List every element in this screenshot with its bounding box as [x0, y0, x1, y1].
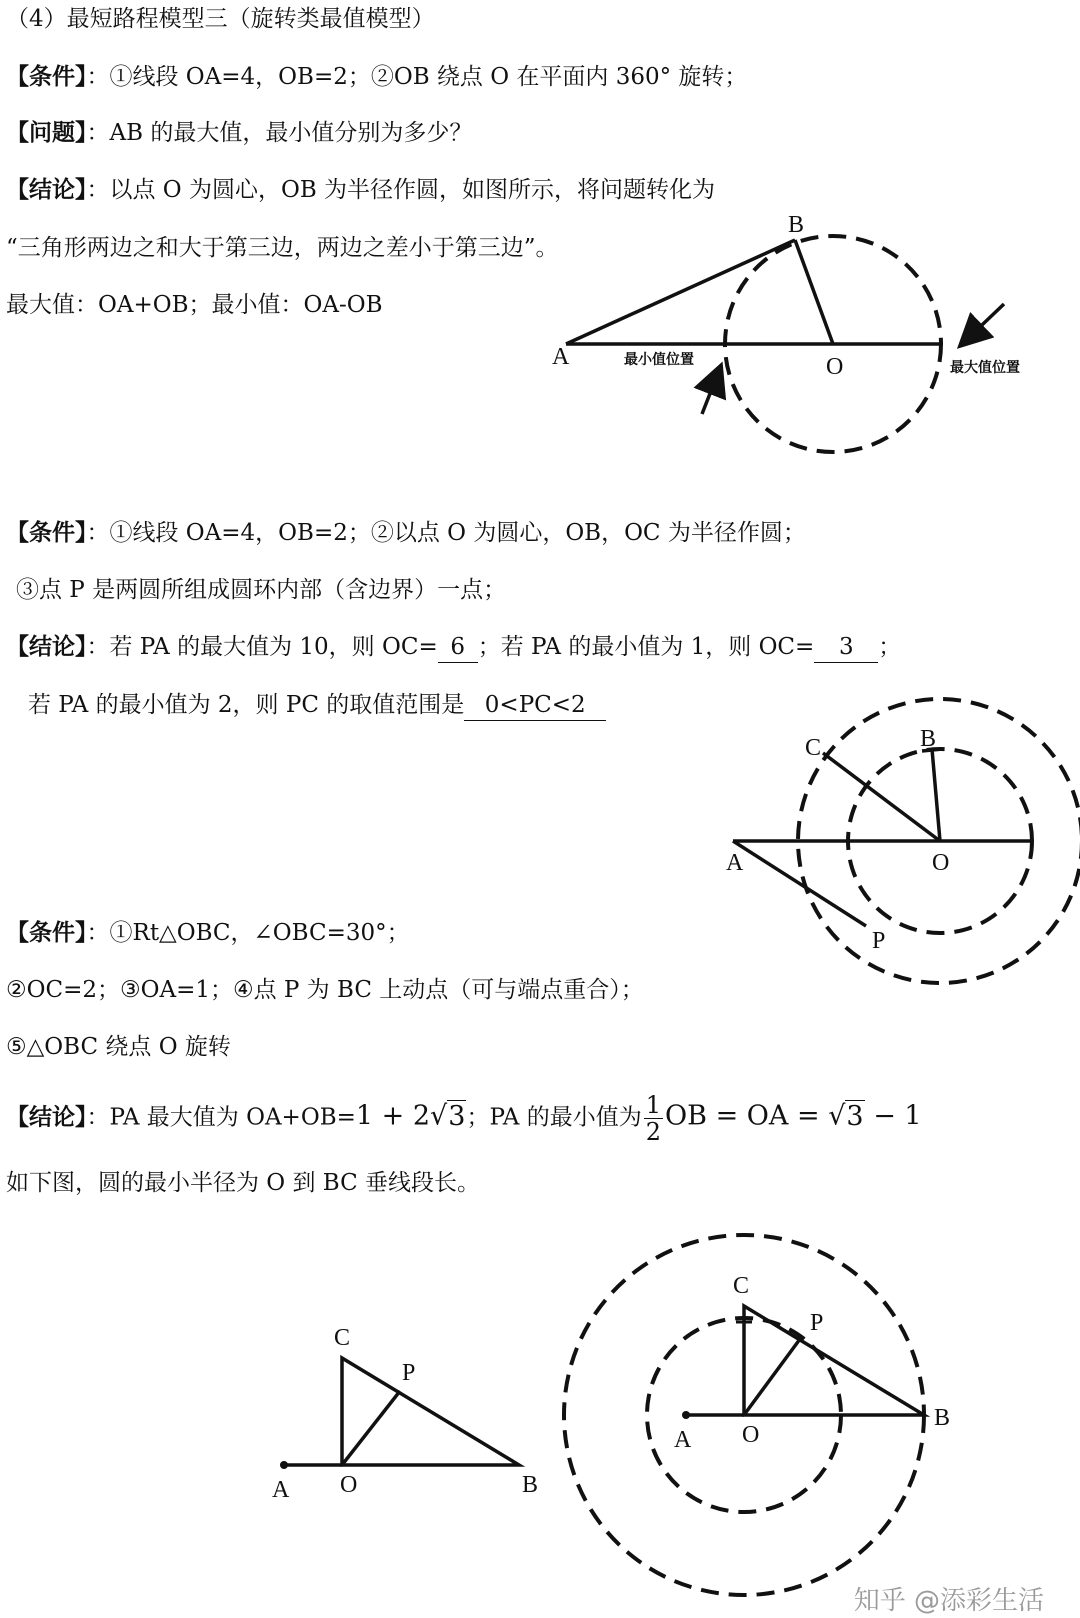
figure-2	[733, 699, 1080, 983]
triangle-obc	[342, 1358, 519, 1465]
section1-title: （4）最短路程模型三（旋转类最值模型）	[6, 6, 435, 32]
conclusion-text-a: ：PA 最大值为 OA+OB=	[86, 1104, 356, 1131]
label-c: C	[805, 735, 822, 761]
conclusion-tag: 【结论】	[6, 633, 87, 660]
answer-pc-range: 0<PC<2	[464, 690, 606, 721]
section2-condition-line2: ③点 P 是两圆所组成圆环内部（含边界）一点；	[16, 577, 507, 603]
conclusion-text-b: ；若 PA 的最小值为 1，则 OC=	[477, 634, 815, 660]
triangle-obc	[744, 1306, 924, 1415]
label-o: O	[340, 1472, 358, 1498]
label-b: B	[920, 726, 937, 752]
section1-max-min: 最大值：OA+OB；最小值：OA-OB	[6, 292, 383, 318]
conclusion-text-a: ：若 PA 的最大值为 10，则 OC=	[86, 634, 438, 660]
cond-text: ：①线段 OA=4，OB=2；②OB 绕点 O 在平面内 360° 旋转；	[86, 64, 748, 90]
conclusion-tag: 【结论】	[6, 176, 87, 203]
conclusion-tag: 【结论】	[6, 1103, 87, 1131]
cond-text: ：①线段 OA=4，OB=2；②以点 O 为圆心，OB，OC 为半径作圆；	[86, 520, 806, 546]
label-b: B	[788, 212, 805, 238]
conclusion-text: ：以点 O 为圆心，OB 为半径作圆，如图所示，将问题转化为	[86, 177, 716, 203]
label-a: A	[272, 1477, 290, 1503]
segment-op	[744, 1339, 800, 1415]
label-c: C	[334, 1325, 351, 1351]
question-text: ：AB 的最大值，最小值分别为多少？	[86, 120, 473, 146]
label-p: P	[872, 928, 886, 954]
arrow-max	[962, 304, 1004, 344]
question-tag: 【问题】	[6, 119, 87, 146]
label-max-position: 最大值位置	[950, 360, 1020, 376]
label-b: B	[934, 1405, 951, 1431]
segment-ob	[932, 749, 940, 841]
label-a: A	[552, 344, 570, 370]
section3-final-line: 如下图，圆的最小半径为 O 到 BC 垂线段长。	[6, 1170, 481, 1196]
fraction-half: $\frac{1}{2}$	[645, 1091, 662, 1146]
label-o: O	[826, 354, 844, 380]
label-p: P	[810, 1310, 824, 1336]
label-o: O	[932, 850, 950, 876]
label-min-position: 最小值位置	[624, 352, 694, 368]
point-a	[682, 1411, 690, 1419]
answer-oc-max: 6	[438, 632, 478, 663]
section3-condition-line2: ②OC=2；③OA=1；④点 P 为 BC 上动点（可与端点重合）；	[6, 977, 644, 1003]
max-expression: 1 + 2√3	[355, 1100, 466, 1132]
label-a: A	[674, 1427, 692, 1453]
answer-oc-min: 3	[814, 632, 878, 663]
figure-1	[566, 236, 1004, 452]
conclusion-text-c: ；	[878, 634, 902, 660]
section3-condition-line3: ⑤△OBC 绕点 O 旋转	[6, 1034, 231, 1060]
cond-tag: 【条件】	[6, 919, 87, 946]
segment-ab	[566, 240, 795, 344]
segment-op	[342, 1391, 400, 1465]
label-a: A	[726, 850, 744, 876]
watermark: 知乎 @添彩生活	[853, 1586, 1044, 1616]
segment-oc	[823, 753, 940, 841]
cond-tag: 【条件】	[6, 63, 87, 90]
label-p: P	[402, 1360, 416, 1386]
min-expression: OB = OA = √3 − 1	[665, 1100, 922, 1132]
label-o: O	[742, 1422, 760, 1448]
label-b: B	[522, 1472, 539, 1498]
point-a	[280, 1461, 288, 1469]
line3-text: 若 PA 的最小值为 2，则 PC 的取值范围是	[28, 692, 465, 718]
label-c: C	[733, 1273, 750, 1299]
arrow-min	[702, 368, 720, 414]
segment-ob	[795, 240, 833, 344]
section1-conclusion-line2: “三角形两边之和大于第三边，两边之差小于第三边”。	[6, 235, 559, 261]
conclusion-text-b: ；PA 的最小值为	[466, 1104, 642, 1131]
cond-tag: 【条件】	[6, 519, 87, 546]
cond-text: ：①Rt△OBC，∠OBC=30°；	[86, 920, 410, 946]
